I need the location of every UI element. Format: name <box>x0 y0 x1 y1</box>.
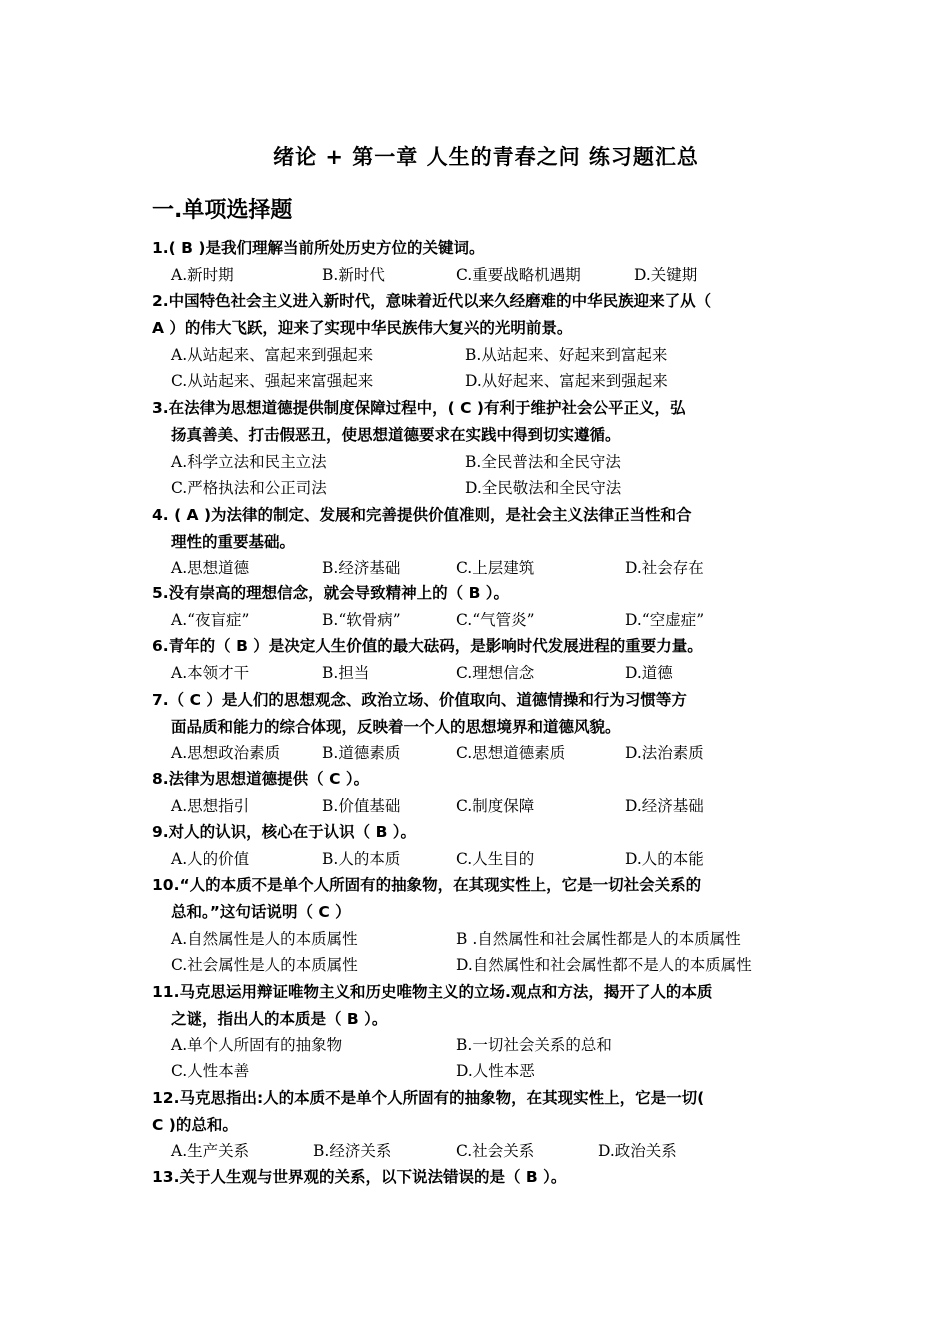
question-6 <box>152 633 802 660</box>
option-c: C.上层建筑 <box>456 559 535 577</box>
option-a: A.科学立法和民主立法 <box>171 453 327 471</box>
question-text: 13.关于人生观与世界观的关系，以下说法错误的是（ B ）。 <box>152 1168 567 1186</box>
option-b: B.价值基础 <box>322 797 401 815</box>
option-a: A.“夜盲症” <box>171 611 250 629</box>
question-text-cont: 面品质和能力的综合体现，反映着一个人的思想境界和道德风貌。 <box>171 717 621 736</box>
option-b: B.新时代 <box>322 266 385 284</box>
option-a: A.新时期 <box>171 266 234 284</box>
option-b: B.一切社会关系的总和 <box>456 1036 612 1054</box>
question-text-cont: 之谜，指出人的本质是（ B ）。 <box>171 1009 388 1028</box>
page-title: 绪论 + 第一章 人生的青春之问 练习题汇总 <box>273 145 699 169</box>
option-b: B.从站起来、好起来到富起来 <box>465 346 668 364</box>
question-text: 11.马克思运用辩证唯物主义和历史唯物主义的立场.观点和方法，揭开了人的本质 <box>152 983 713 1001</box>
option-c: C.重要战略机遇期 <box>456 266 581 284</box>
option-d: D.人性本恶 <box>456 1062 535 1080</box>
question-text: 12.马克思指出:人的本质不是单个人所固有的抽象物，在其现实性上，它是一切( <box>152 1089 705 1107</box>
option-b: B.道德素质 <box>322 744 401 762</box>
question-7 <box>152 687 802 740</box>
option-c: C.严格执法和公正司法 <box>171 479 327 497</box>
option-b: B.经济基础 <box>322 559 401 577</box>
question-text: 8.法律为思想道德提供（ C ）。 <box>152 770 370 788</box>
question-text: 5.没有崇高的理想信念，就会导致精神上的（ B ）。 <box>152 584 510 602</box>
question-1 <box>152 235 802 262</box>
question-text: 6.青年的（ B ）是决定人生价值的最大砝码，是影响时代发展进程的重要力量。 <box>152 637 703 655</box>
question-text-cont: C )的总和。 <box>152 1115 238 1134</box>
option-a: A.思想道德 <box>171 559 250 577</box>
question-text: 2.中国特色社会主义进入新时代，意味着近代以来久经磨难的中华民族迎来了从（ <box>152 292 712 310</box>
question-text: 3.在法律为思想道德提供制度保障过程中，( C )有利于维护社会公平正义，弘 <box>152 399 686 417</box>
option-b: B.经济关系 <box>313 1142 392 1160</box>
option-c: C.人生目的 <box>456 850 535 868</box>
question-9 <box>152 819 802 846</box>
question-text: 9.对人的认识，核心在于认识（ B ）。 <box>152 823 417 841</box>
option-a: A.本领才干 <box>171 664 250 682</box>
question-text: 1.( B )是我们理解当前所处历史方位的关键词。 <box>152 239 485 257</box>
option-a: A.自然属性是人的本质属性 <box>171 930 358 948</box>
question-3 <box>152 395 802 448</box>
option-c: C.从站起来、强起来富强起来 <box>171 372 374 390</box>
question-text-cont: 总和。”这句话说明（ C ） <box>171 902 351 921</box>
question-12 <box>152 1085 802 1138</box>
question-text: 7.（ C ）是人们的思想观念、政治立场、价值取向、道德情操和行为习惯等方 <box>152 691 687 709</box>
option-d: D.自然属性和社会属性都不是人的本质属性 <box>456 956 752 974</box>
question-2 <box>152 288 802 341</box>
option-a: A.生产关系 <box>171 1142 250 1160</box>
option-c: C.制度保障 <box>456 797 535 815</box>
option-b: B .自然属性和社会属性都是人的本质属性 <box>456 930 741 948</box>
question-10 <box>152 872 802 925</box>
option-d: D.法治素质 <box>625 744 704 762</box>
option-c: C.社会关系 <box>456 1142 535 1160</box>
option-a: A.单个人所固有的抽象物 <box>171 1036 343 1054</box>
option-c: C.思想道德素质 <box>456 744 566 762</box>
question-11 <box>152 979 802 1032</box>
option-c: C.理想信念 <box>456 664 535 682</box>
option-d: D.“空虚症” <box>625 611 705 629</box>
option-b: B.“软骨病” <box>322 611 401 629</box>
option-d: D.从好起来、富起来到强起来 <box>465 372 668 390</box>
option-b: B.全民普法和全民守法 <box>465 453 621 471</box>
option-d: D.全民敬法和全民守法 <box>465 479 622 497</box>
question-text: 4. ( A )为法律的制定、发展和完善提供价值准则，是社会主义法律正当性和合 <box>152 506 692 524</box>
option-a: A.思想政治素质 <box>171 744 281 762</box>
question-8 <box>152 766 802 793</box>
option-a: A.从站起来、富起来到强起来 <box>171 346 374 364</box>
option-a: A.人的价值 <box>171 850 250 868</box>
question-5 <box>152 580 802 607</box>
question-text: 10.“人的本质不是单个人所固有的抽象物，在其现实性上，它是一切社会关系的 <box>152 876 702 894</box>
question-13 <box>152 1164 802 1191</box>
option-c: C.“气管炎” <box>456 611 535 629</box>
question-text-cont: A ）的伟大飞跃，迎来了实现中华民族伟大复兴的光明前景。 <box>152 318 573 337</box>
option-a: A.思想指引 <box>171 797 250 815</box>
option-b: B.担当 <box>322 664 370 682</box>
option-d: D.关键期 <box>634 266 698 284</box>
option-d: D.道德 <box>625 664 673 682</box>
option-d: D.社会存在 <box>625 559 704 577</box>
section-heading: 一.单项选择题 <box>152 198 293 223</box>
option-d: D.政治关系 <box>598 1142 677 1160</box>
question-text-cont: 理性的重要基础。 <box>171 532 296 551</box>
option-c: C.人性本善 <box>171 1062 250 1080</box>
option-d: D.经济基础 <box>625 797 704 815</box>
question-text-cont: 扬真善美、打击假恶丑，使思想道德要求在实践中得到切实遵循。 <box>171 425 621 444</box>
option-b: B.人的本质 <box>322 850 401 868</box>
option-d: D.人的本能 <box>625 850 704 868</box>
question-4 <box>152 502 802 555</box>
option-c: C.社会属性是人的本质属性 <box>171 956 358 974</box>
